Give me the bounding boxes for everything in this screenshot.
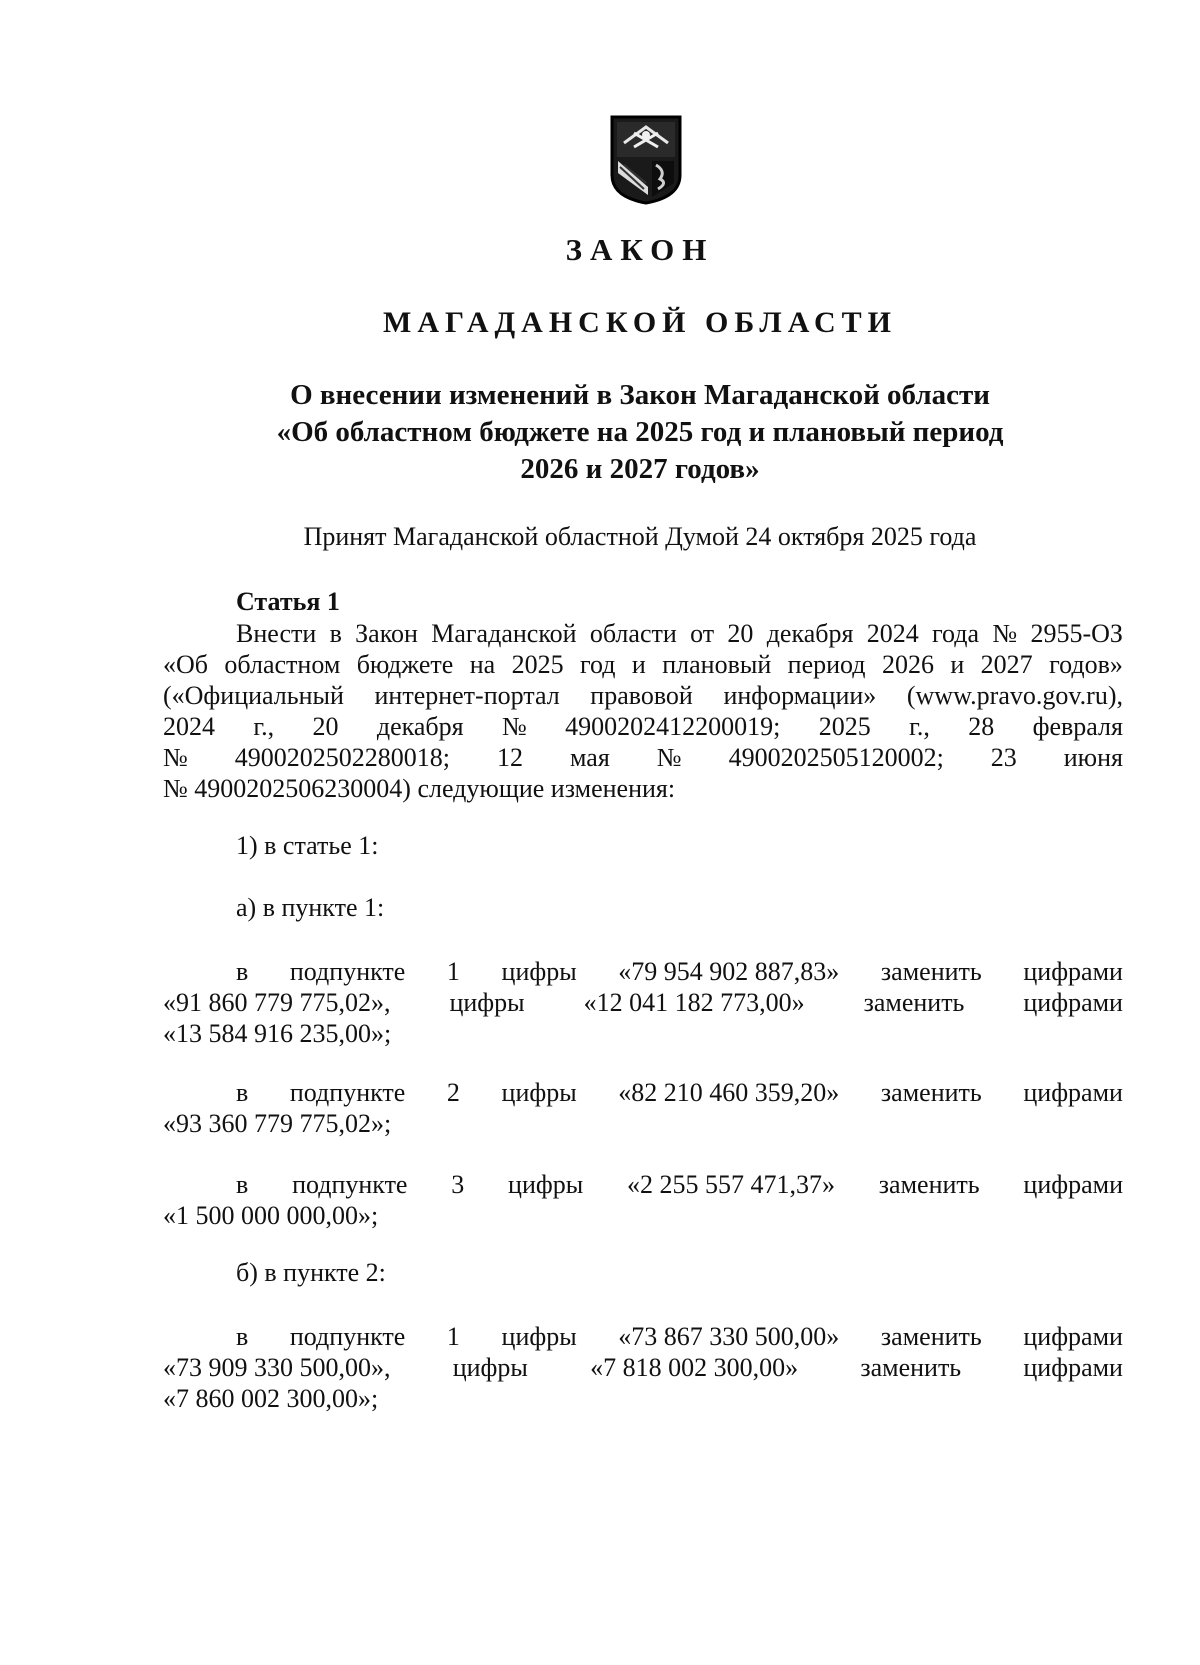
text-line <box>163 1321 1123 1352</box>
word: в <box>329 619 342 648</box>
word: цифрами <box>1023 988 1123 1017</box>
word: цифры <box>452 1353 528 1382</box>
word: Закон <box>355 619 418 648</box>
word: декабря <box>766 619 854 648</box>
word: мая <box>570 743 610 772</box>
word: № <box>501 712 527 741</box>
word: цифры <box>501 1078 577 1107</box>
word: подпункте <box>292 1170 408 1199</box>
text-line <box>163 1169 1123 1200</box>
word: 4900202502280018; <box>234 743 451 772</box>
word: 12 <box>497 743 524 772</box>
word: 28 <box>968 712 995 741</box>
subitem-2 <box>163 1077 1123 1139</box>
document-type: ЗАКОН <box>565 232 715 267</box>
coat-of-arms-icon <box>608 113 684 205</box>
word: заменить <box>863 988 965 1017</box>
title-line: «Об областном бюджете на 2025 год и плановый период <box>276 416 1004 448</box>
word: бюджете <box>356 650 454 679</box>
word: подпункте <box>289 1322 406 1351</box>
word: декабря <box>376 712 464 741</box>
word: «2 255 557 471,37» <box>626 1170 835 1199</box>
word: февраля <box>1032 712 1123 741</box>
word: подпункте <box>289 1078 406 1107</box>
adoption-note: Принят Магаданской областной Думой 24 октября 2025 года <box>303 522 977 551</box>
word: цифры <box>501 1322 577 1351</box>
article-heading: Статья 1 <box>236 587 340 616</box>
word: «13 584 916 235,00»; <box>163 1019 392 1048</box>
word: области <box>589 619 677 648</box>
text-line <box>163 1352 1123 1383</box>
word: цифры <box>449 988 525 1017</box>
word: заменить <box>860 1353 962 1382</box>
region-name: МАГАДАНСКОЙ ОБЛАСТИ <box>383 306 897 339</box>
item-1: 1) в статье 1: <box>236 831 379 860</box>
word: «1 500 000 000,00»; <box>163 1201 379 1230</box>
title-line: О внесении изменений в Закон Магаданской области <box>290 379 990 411</box>
word: № <box>163 743 188 772</box>
word: цифрами <box>1023 957 1123 986</box>
subitem-b1 <box>163 1321 1123 1414</box>
word: 2 <box>446 1078 460 1107</box>
word: информации» <box>723 681 877 710</box>
article-intro <box>163 618 1123 804</box>
word: 2024 <box>866 619 919 648</box>
word: от <box>690 619 715 648</box>
word: 4900202412200019; <box>565 712 781 741</box>
word: (www.pravo.gov.ru), <box>906 681 1123 710</box>
word: года <box>932 619 980 648</box>
word: в <box>236 1078 249 1107</box>
word: июня <box>1063 743 1123 772</box>
word: «79 954 902 887,83» <box>618 957 840 986</box>
word: 20 <box>727 619 754 648</box>
title-line: 2026 и 2027 годов» <box>520 453 760 485</box>
word: годов» <box>1049 650 1123 679</box>
text-line <box>163 711 1123 742</box>
word: 2026 <box>881 650 934 679</box>
word: «91 860 779 775,02», <box>163 988 391 1017</box>
word: 1 <box>446 957 460 986</box>
word: «Об <box>163 650 209 679</box>
text-line <box>163 1383 1123 1414</box>
text-line <box>163 649 1123 680</box>
word: заменить <box>880 1322 982 1351</box>
word: цифрами <box>1023 1078 1123 1107</box>
word: и <box>631 650 646 679</box>
word: г., <box>909 712 930 741</box>
word: 20 <box>312 712 339 741</box>
word: 2027 <box>980 650 1033 679</box>
word: 2025 <box>511 650 564 679</box>
text-line <box>163 1108 1123 1139</box>
word: «7 860 002 300,00»; <box>163 1384 379 1413</box>
word: 1 <box>446 1322 460 1351</box>
word: и <box>950 650 965 679</box>
text-line <box>163 680 1123 711</box>
word: заменить <box>878 1170 980 1199</box>
word: подпункте <box>289 957 406 986</box>
word: 3 <box>451 1170 465 1199</box>
word: «12 041 182 773,00» <box>583 988 805 1017</box>
text-line <box>163 1200 1123 1231</box>
word: «93 360 779 775,02»; <box>163 1109 392 1138</box>
word: заменить <box>880 957 982 986</box>
text-line <box>163 742 1123 773</box>
word: 23 <box>990 743 1017 772</box>
word: в <box>236 1170 249 1199</box>
word: цифры <box>508 1170 584 1199</box>
word: плановый <box>662 650 772 679</box>
word: «7 818 002 300,00» <box>590 1353 799 1382</box>
word: период <box>787 650 866 679</box>
word: «73 909 330 500,00», <box>163 1353 391 1382</box>
word: № <box>992 619 1018 648</box>
word: 2025 <box>818 712 871 741</box>
subitem-1 <box>163 956 1123 1049</box>
word: Магаданской <box>431 619 577 648</box>
word: интернет-портал <box>374 681 560 710</box>
text-line <box>163 987 1123 1018</box>
word: заменить <box>880 1078 982 1107</box>
word: на <box>469 650 496 679</box>
word: («Официальный <box>163 681 344 710</box>
text-line <box>163 773 1123 804</box>
word: № 4900202506230004) следующие изменения: <box>163 774 676 803</box>
word: цифрами <box>1023 1170 1123 1199</box>
word: № <box>656 743 682 772</box>
subitem-3 <box>163 1169 1123 1231</box>
text-line <box>163 956 1123 987</box>
text-line <box>163 1018 1123 1049</box>
word: «82 210 460 359,20» <box>618 1078 840 1107</box>
word: 4900202505120002; <box>728 743 944 772</box>
word: в <box>236 1322 249 1351</box>
word: правовой <box>590 681 693 710</box>
word: 2024 <box>163 712 215 741</box>
item-a: а) в пункте 1: <box>236 893 385 922</box>
word: в <box>236 957 249 986</box>
word: г., <box>253 712 275 741</box>
word: «73 867 330 500,00» <box>618 1322 840 1351</box>
word: 2955-ОЗ <box>1030 619 1123 648</box>
word: Внести <box>236 619 317 648</box>
text-line <box>163 618 1123 649</box>
word: цифрами <box>1023 1353 1123 1382</box>
word: цифрами <box>1023 1322 1123 1351</box>
law-title <box>160 377 1120 488</box>
item-b: б) в пункте 2: <box>236 1258 386 1287</box>
word: год <box>580 650 616 679</box>
word: цифры <box>501 957 577 986</box>
text-line <box>163 1077 1123 1108</box>
word: областном <box>224 650 341 679</box>
